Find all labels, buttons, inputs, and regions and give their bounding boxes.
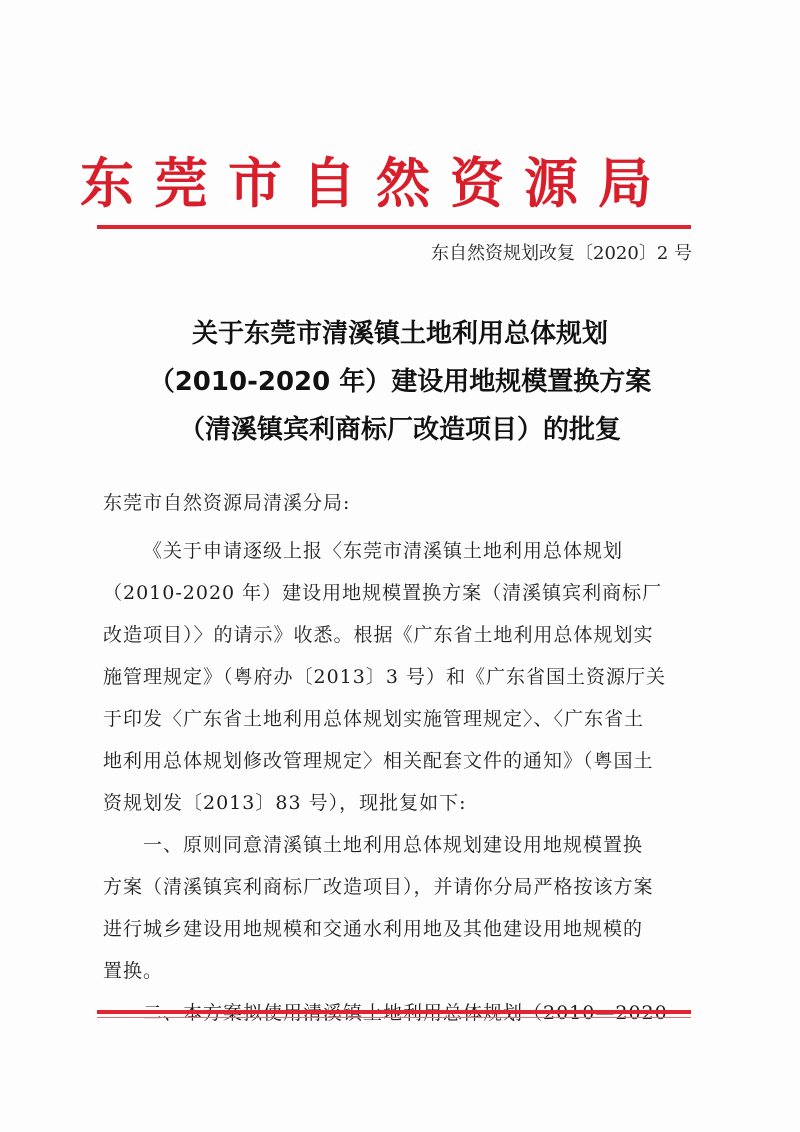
paragraph-2-line: 一、原则同意清溪镇土地利用总体规划建设用地规模置换 (143, 834, 644, 856)
paragraph-1-line: （2010-2020 年）建设用地规模置换方案（清溪镇宾利商标厂 (103, 582, 663, 604)
document-title (90, 310, 710, 454)
title-line-1: 关于东莞市清溪镇土地利用总体规划 (191, 319, 608, 349)
paragraph-2-line: 方案（清溪镇宾利商标厂改造项目），并请你分局严格按该方案 (103, 876, 654, 898)
paragraph-2-line: 置换。 (103, 960, 164, 982)
paragraph-2-line: 进行城乡建设用地规模和交通水利用地及其他建设用地规模的 (103, 918, 644, 940)
title-line-3: （清溪镇宾利商标厂改造项目）的批复 (178, 415, 621, 445)
title-line-2: （2010-2020 年）建设用地规模置换方案 (148, 367, 652, 397)
document-body (103, 482, 693, 1034)
document-number: 东自然资规划改复〔2020〕2 号 (431, 243, 692, 264)
paragraph-1-line: 于印发〈广东省土地利用总体规划实施管理规定〉、〈广东省土 (103, 708, 645, 730)
footer-thin-rule (97, 1017, 691, 1018)
paragraph-1-line: 资规划发〔2013〕83 号），现批复如下: (103, 792, 467, 814)
paragraph-1-line: 地利用总体规划修改管理规定〉相关配套文件的通知》（粤国土 (103, 750, 654, 772)
paragraph-1-line: 施管理规定》（粤府办〔2013〕3 号）和《广东省国土资源厅关 (103, 666, 666, 688)
paragraph-1-line: 改造项目）〉的请示》收悉。根据《广东省土地利用总体规划实 (103, 624, 654, 646)
issuing-authority-header: 东莞市自然资源局 (80, 151, 672, 215)
footer-red-rule (97, 1010, 691, 1014)
addressee: 东莞市自然资源局清溪分局: (103, 492, 351, 514)
header-red-rule (97, 225, 691, 229)
paragraph-1-line: 《关于申请逐级上报〈东莞市清溪镇土地利用总体规划 (143, 540, 624, 562)
